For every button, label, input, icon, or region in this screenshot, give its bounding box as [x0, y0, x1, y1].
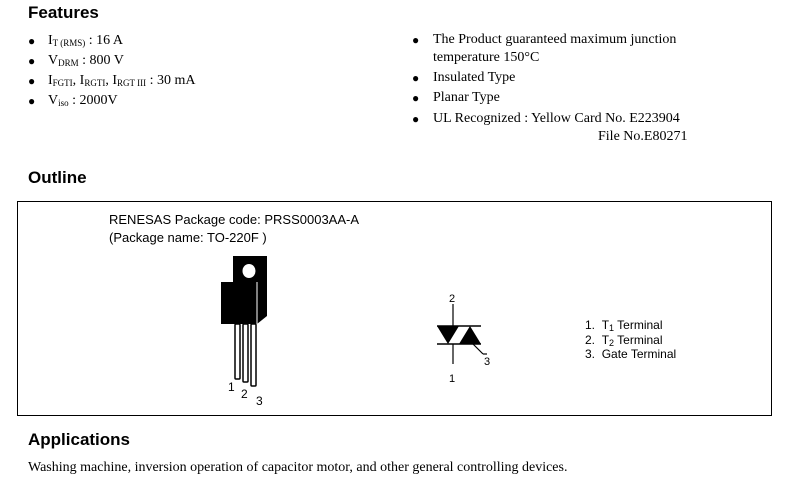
- bullet-icon: ●: [412, 112, 420, 126]
- applications-text: Washing machine, inversion operation of capacitor motor, and other general controlling devices.: [28, 460, 568, 475]
- terminal-legend: [585, 318, 676, 362]
- terminal-item-2: 2. $T_2$ Terminal: [585, 332, 663, 348]
- feature-item-it-rms: ● $I_{T (RMS)}$ : 16 A: [48, 31, 196, 51]
- features-heading: Features: [28, 3, 99, 22]
- feature-item-igt: ● $I_{FGTI}$, $I_{RGTI}$, $I_{RGT III}$ : 30 mA: [48, 71, 196, 91]
- feature-ul-line1: UL Recognized : Yellow Card No. E223904: [433, 111, 680, 126]
- bullet-icon: ●: [412, 33, 420, 47]
- bullet-icon: ●: [28, 74, 36, 88]
- pin-label-1: 1: [228, 380, 235, 394]
- symbol-label-gate: 3: [484, 356, 491, 368]
- symbol-label-bottom: 1: [449, 373, 456, 385]
- feature-item-vdrm: ● $V_{DRM}$ : 800 V: [48, 51, 196, 71]
- outline-box: [17, 201, 772, 416]
- bullet-icon: ●: [412, 91, 420, 105]
- features-left-list: [28, 31, 196, 111]
- terminal-item-3: 3. Gate Terminal: [585, 347, 677, 361]
- package-name: (Package name: TO-220F ): [109, 230, 267, 245]
- terminal-item-1: 1. $T_1$ Terminal: [585, 318, 663, 333]
- symbol-label-top: 2: [449, 293, 456, 305]
- triac-symbol: [423, 302, 503, 382]
- package-drawing: [213, 254, 283, 404]
- feature-junction-temp-line2: temperature 150°C: [433, 50, 540, 65]
- bullet-icon: ●: [28, 54, 36, 68]
- bullet-icon: ●: [412, 71, 420, 85]
- feature-junction-temp-line1: The Product guaranteed maximum junction: [433, 32, 677, 47]
- pin-label-3: 3: [256, 394, 263, 408]
- bullet-icon: ●: [28, 34, 36, 48]
- feature-planar: Planar Type: [433, 90, 500, 105]
- feature-item-viso: ● $V_{iso}$ : 2000V: [48, 91, 196, 111]
- package-code: RENESAS Package code: PRSS0003AA-A: [109, 212, 360, 227]
- bullet-icon: ●: [28, 94, 36, 108]
- pin-label-2: 2: [241, 387, 248, 401]
- feature-insulated: Insulated Type: [433, 70, 516, 85]
- outline-heading: Outline: [28, 168, 87, 187]
- feature-ul-line2: File No.E80271: [598, 129, 688, 144]
- applications-heading: Applications: [28, 430, 131, 449]
